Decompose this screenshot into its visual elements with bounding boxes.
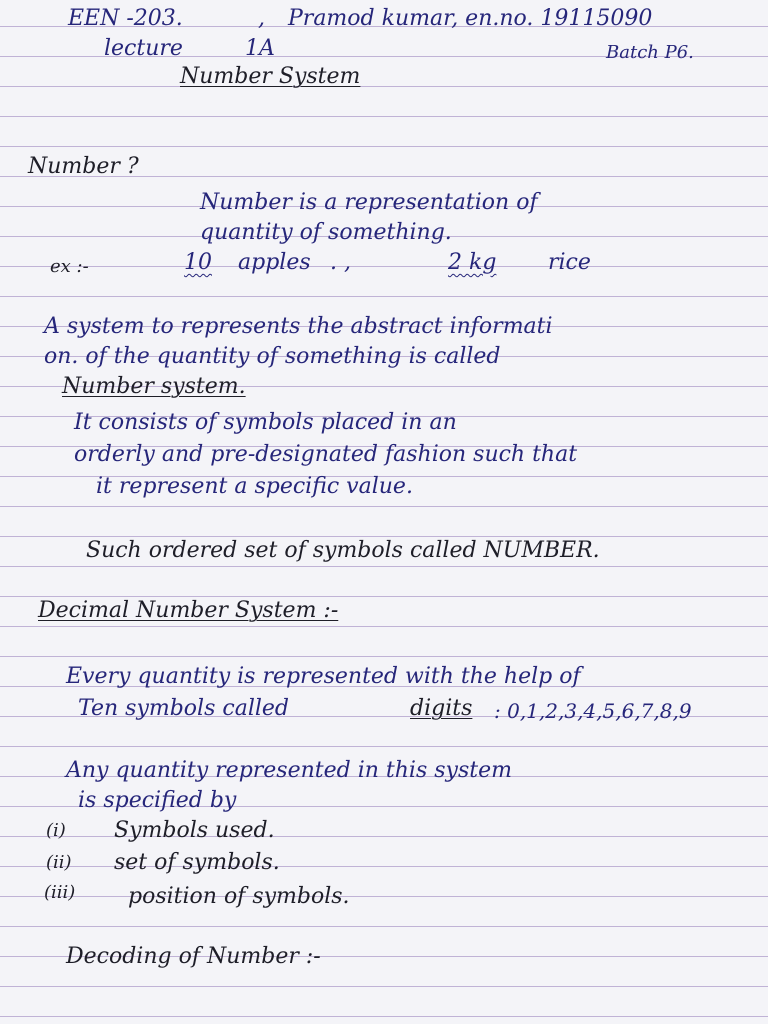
number-definition-line-2: quantity of something. [200,220,452,245]
batch-label: Batch P6. [606,42,694,63]
example-label: ex :- [50,256,89,277]
decoding-heading: Decoding of Number :- [66,944,321,969]
decimal-line-2-prefix: Ten symbols called [78,696,289,721]
lecture-number: 1A [245,36,275,61]
item-text-3: position of symbols. [128,884,350,909]
system-para-line-1: A system to represents the abstract informati [44,314,553,339]
example-value-1: 10 [184,250,212,275]
item-text-1: Symbols used. [114,818,275,843]
system-para-line-3: Number system. [62,374,246,399]
example-item-1: apples [238,250,311,275]
example-separator: . , [330,250,351,275]
number-definition-line-1: Number is a representation of [200,190,538,215]
system-para-line-7: Such ordered set of symbols called NUMBER. [86,538,600,563]
item-marker-1: (i) [46,820,66,841]
author-line: Pramod kumar, en.no. 19115090 [288,6,653,31]
header-comma: , [258,6,265,31]
decimal-line-4: is specified by [78,788,237,813]
decimal-line-3: Any quantity represented in this system [66,758,512,783]
example-item-2: rice [548,250,591,275]
system-para-line-5: orderly and pre-designated fashion such that [74,442,578,467]
system-para-line-4: It consists of symbols placed in an [74,410,457,435]
number-heading: Number ? [28,154,139,179]
item-marker-2: (ii) [46,852,72,873]
page-title: Number System [180,64,361,89]
decimal-heading: Decimal Number System :- [38,598,339,623]
system-para-line-2: on. of the quantity of something is called [44,344,501,369]
item-marker-3: (iii) [44,882,76,903]
digits-list: : 0,1,2,3,4,5,6,7,8,9 [494,699,692,723]
course-code: EEN -203. [68,6,183,31]
digits-word: digits [410,696,473,721]
system-para-line-6: it represent a specific value. [96,474,413,499]
item-text-2: set of symbols. [114,850,280,875]
example-value-2: 2 kg [448,250,497,275]
lecture-label: lecture [104,36,183,61]
decimal-line-1: Every quantity is represented with the help of [66,664,581,689]
